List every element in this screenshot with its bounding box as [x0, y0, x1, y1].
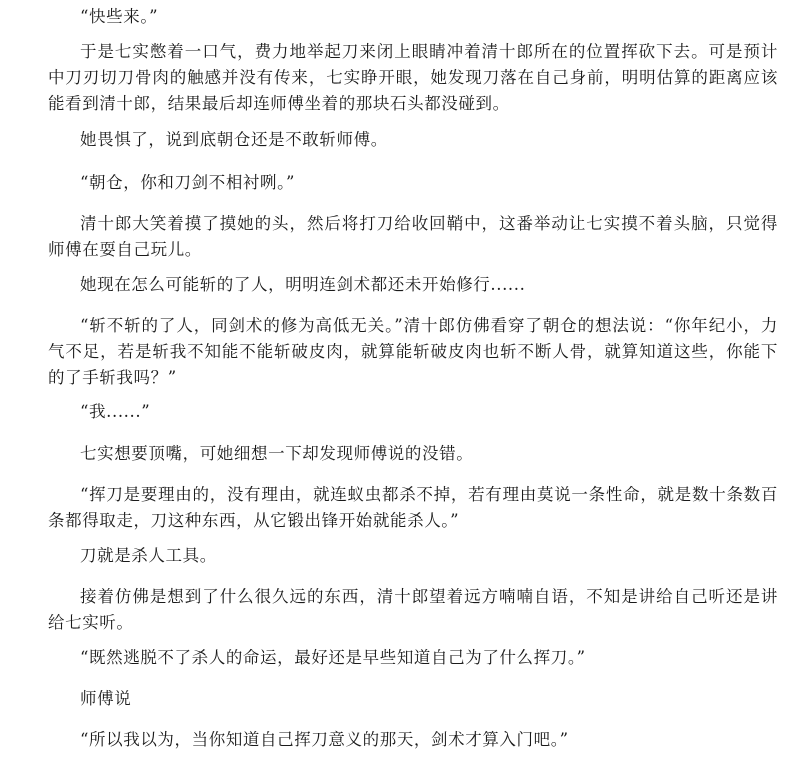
- paragraph-4: “朝仓，你和刀剑不相衬咧。”: [80, 173, 296, 192]
- paragraph-8: “我......”: [80, 402, 151, 421]
- paragraph-13: “既然逃脱不了杀人的命运，最好还是早些知道自己为了什么挥刀。”: [80, 648, 586, 667]
- paragraph-2: 于是七实憋着一口气，费力地举起刀来闭上眼睛冲着清十郎所在的位置挥砍下去。可是预计中刀刃切刀骨肉的触感并没有传来，七实睁开眼，她发现刀落在自己身前，明明估算的距离应该能看到清十郎，结果最后却连师傅坐着的那块石头都没碰到。: [48, 42, 778, 113]
- paragraph-3: 她畏惧了，说到底朝仓还是不敢斩师傅。: [80, 130, 388, 149]
- paragraph-14: 师傅说: [80, 689, 132, 708]
- paragraph-15: “所以我以为，当你知道自己挥刀意义的那天，剑术才算入门吧。”: [80, 730, 569, 749]
- paragraph-11: 刀就是杀人工具。: [80, 546, 217, 565]
- paragraph-12: 接着仿佛是想到了什么很久远的东西，清十郎望着远方喃喃自语，不知是讲给自己听还是讲给七实听。: [48, 587, 778, 632]
- paragraph-6: 她现在怎么可能斩的了人，明明连剑术都还未开始修行......: [80, 275, 526, 294]
- paragraph-5: 清十郎大笑着摸了摸她的头，然后将打刀给收回鞘中，这番举动让七实摸不着头脑，只觉得师傅在耍自己玩儿。: [48, 214, 778, 259]
- paragraph-10: “挥刀是要理由的，没有理由，就连蚁虫都杀不掉，若有理由莫说一条性命，就是数十条数百条都得取走，刀这种东西，从它锻出锋开始就能杀人。”: [48, 485, 778, 530]
- paragraph-7: “斩不斩的了人，同剑术的修为高低无关。”清十郎仿佛看穿了朝仓的想法说：“你年纪小，力气不足，若是斩我不知能不能斩破皮肉，就算能斩破皮肉也斩不断人骨，就算知道这些，你能下的了手斩我吗？”: [48, 316, 778, 387]
- paragraph-1: “快些来。”: [80, 7, 159, 26]
- paragraph-9: 七实想要顶嘴，可她细想一下却发现师傅说的没错。: [80, 444, 474, 463]
